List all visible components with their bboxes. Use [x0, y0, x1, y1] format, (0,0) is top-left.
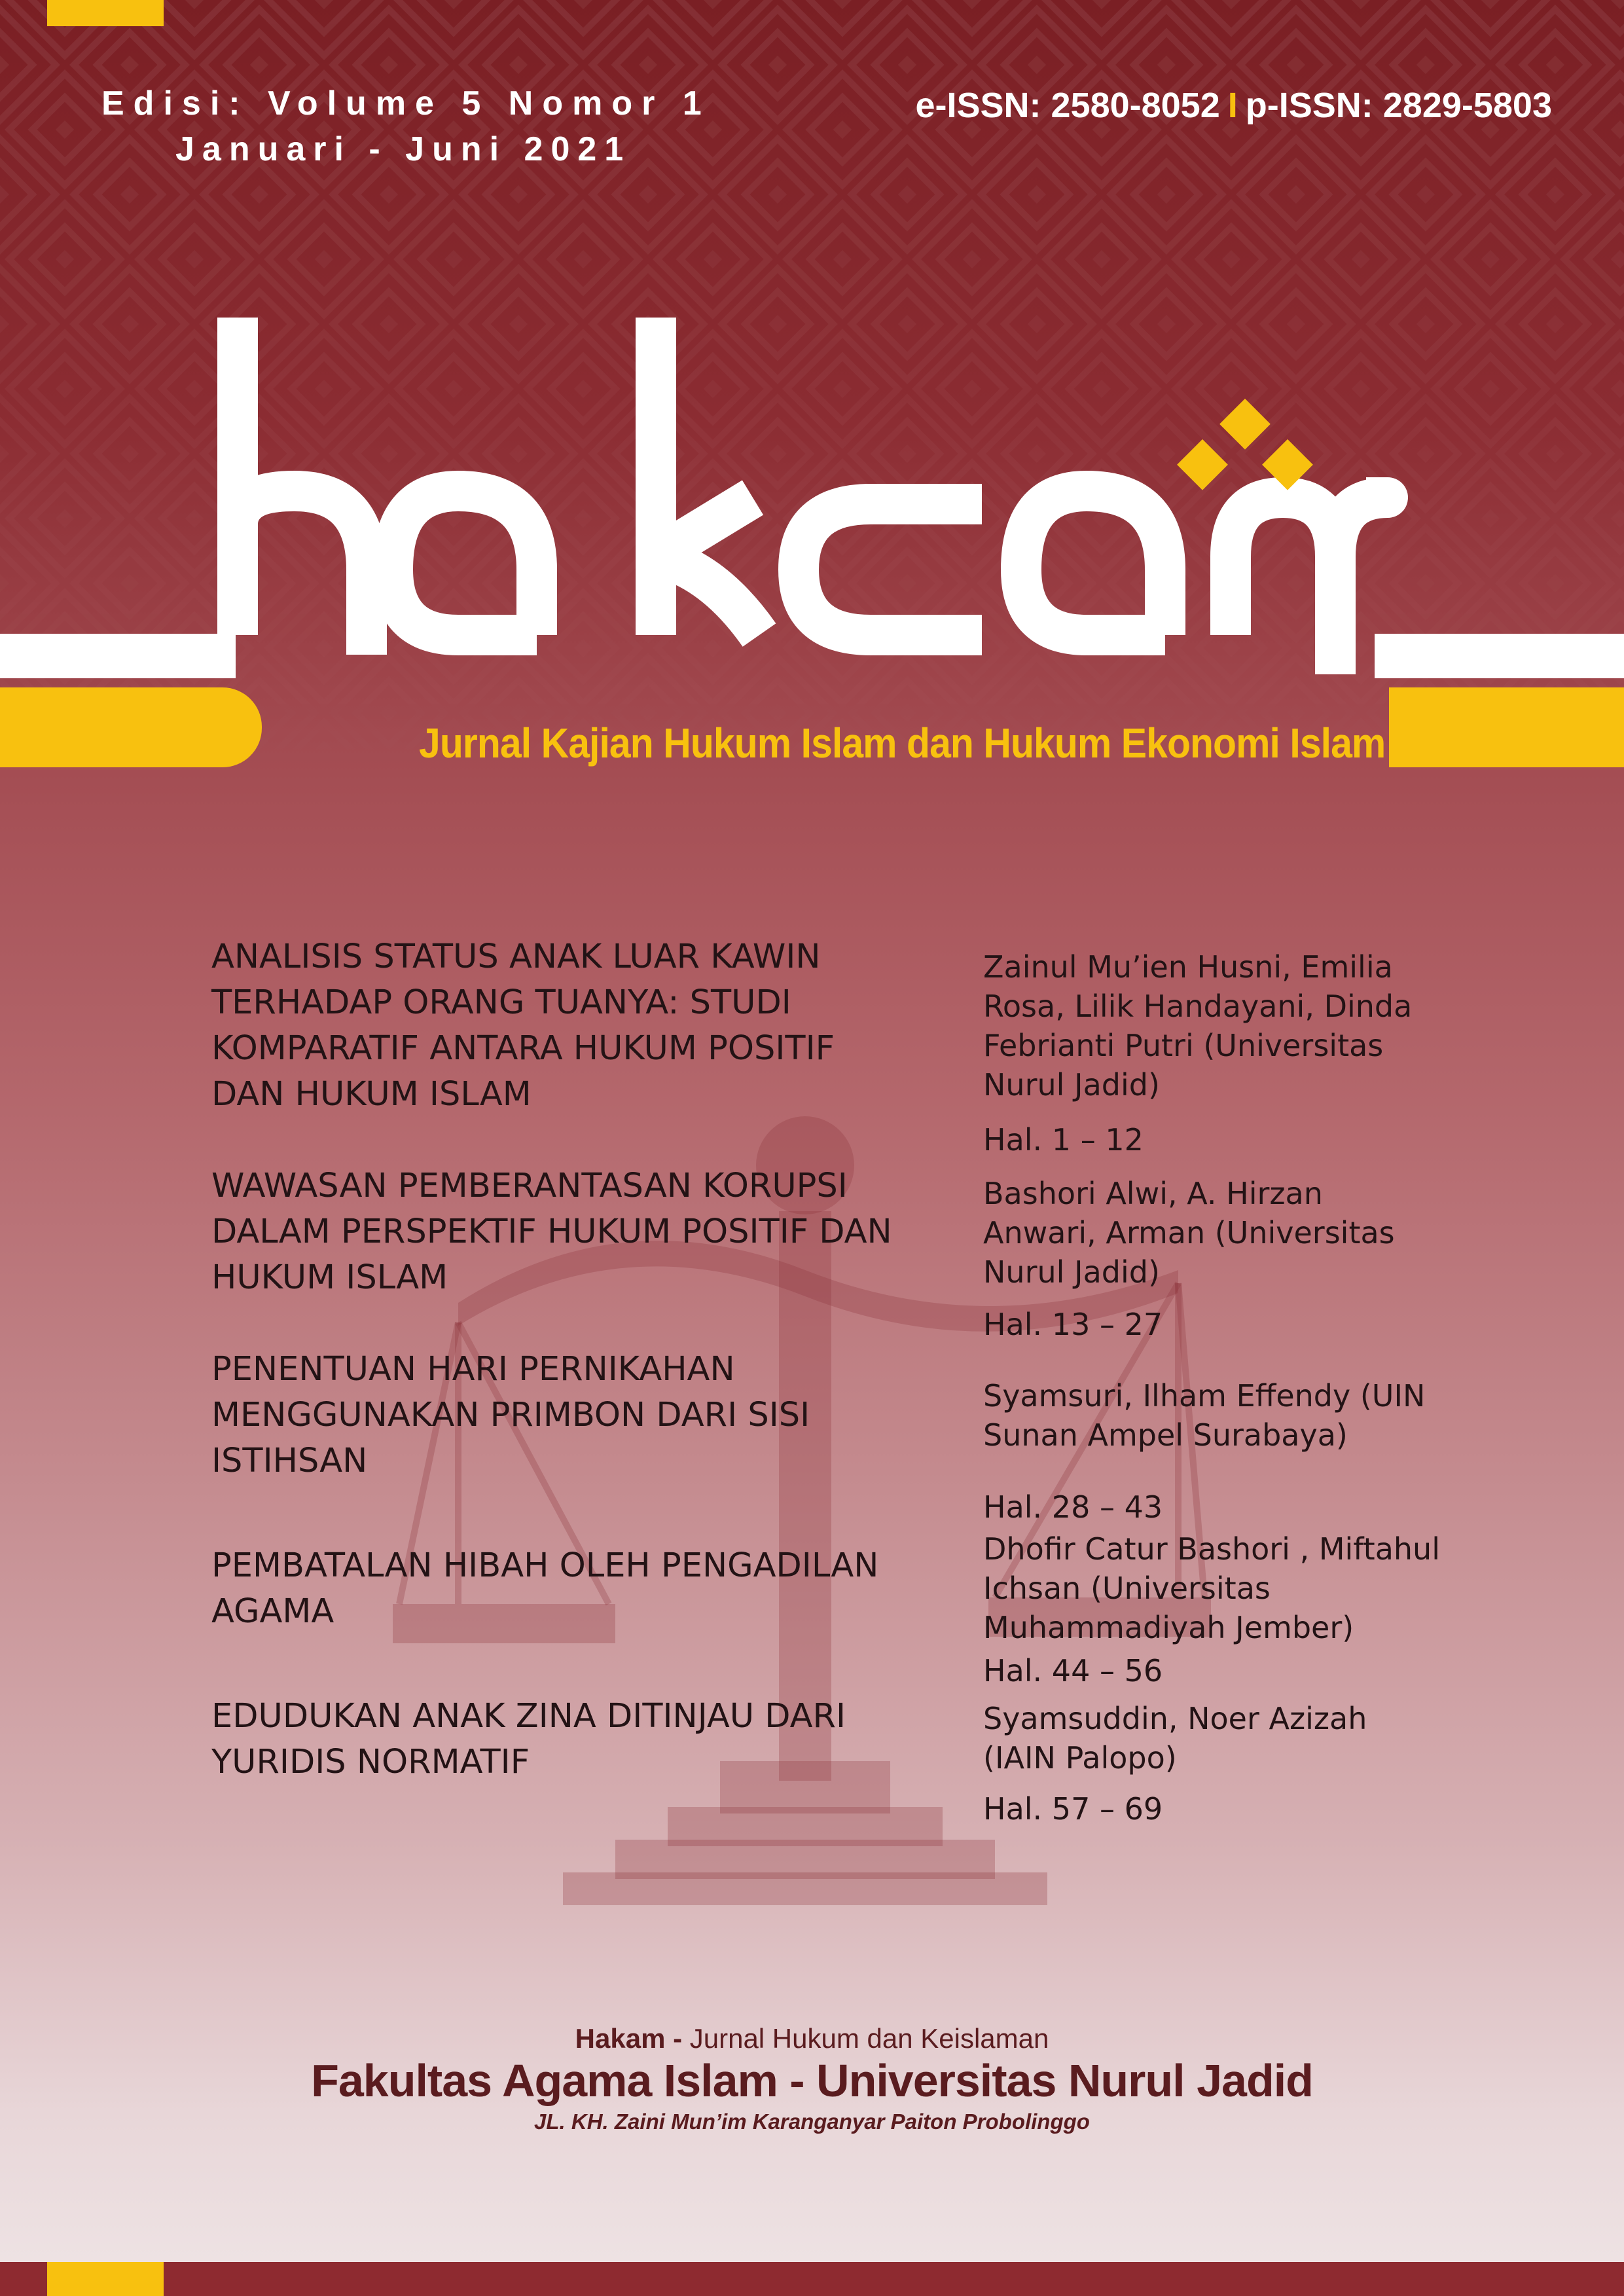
article-author: Zainul Mu’ien Husni, Emilia Rosa, Lilik Handayani, Dinda Febrianti Putri (Universitas Nurul Jadid) [983, 949, 1413, 1102]
article-title: WAWASAN PEMBERANTASAN KORUPSI DALAM PERSPEKTIF HUKUM POSITIF DAN HUKUM ISLAM [211, 1167, 892, 1297]
article-author: Syamsuddin, Noer Azizah (IAIN Palopo) [983, 1701, 1367, 1776]
footer-address: JL. KH. Zaini Mun’im Karanganyar Paiton Probolinggo [534, 2109, 1090, 2134]
footer-institution: Fakultas Agama Islam - Universitas Nurul Jadid [311, 2055, 1313, 2106]
footer-journal-desc: Jurnal Hukum dan Keislaman [689, 2023, 1049, 2054]
edition-label: Edisi: Volume 5 Nomor 1 [101, 84, 711, 122]
eissn: e-ISSN: 2580-8052 [915, 86, 1220, 125]
article-pages: Hal. 1 – 12 [983, 1122, 1144, 1157]
pissn: p-ISSN: 2829-5803 [1245, 86, 1552, 125]
article-author: Dhofir Catur Bashori , Miftahul Ichsan (Universitas Muhammadiyah Jember) [983, 1531, 1440, 1645]
bottom-corner-bar [47, 2262, 164, 2296]
article-title: EDUDUKAN ANAK ZINA DITINJAU DARI YURIDIS NORMATIF [211, 1697, 846, 1781]
footer-journal-line [0, 2023, 1624, 2054]
article-title: PEMBATALAN HIBAH OLEH PENGADILAN AGAMA [211, 1546, 879, 1631]
article-title: PENENTUAN HARI PERNIKAHAN MENGGUNAKAN PRIMBON DARI SISI ISTIHSAN [211, 1350, 810, 1480]
article-pages: Hal. 28 – 43 [983, 1489, 1163, 1525]
article-author: Bashori Alwi, A. Hirzan Anwari, Arman (Universitas Nurul Jadid) [983, 1176, 1395, 1290]
period-label: Januari - Juni 2021 [175, 130, 632, 168]
article-title: ANALISIS STATUS ANAK LUAR KAWIN TERHADAP ORANG TUANYA: STUDI KOMPARATIF ANTARA HUKUM POSITIF DAN HUKUM ISLAM [211, 938, 835, 1114]
journal-subtitle: Jurnal Kajian Hukum Islam dan Hukum Ekonomi Islam [419, 720, 1386, 767]
hakam-logo [0, 308, 1624, 779]
article-pages: Hal. 44 – 56 [983, 1653, 1163, 1688]
article-pages: Hal. 57 – 69 [983, 1791, 1163, 1827]
top-corner-bar [47, 0, 164, 26]
issn-separator: I [1227, 86, 1238, 125]
diamond-ornament-icon [1177, 399, 1313, 490]
footer-journal-name: Hakam - [575, 2023, 683, 2054]
article-author: Syamsuri, Ilham Effendy (UIN Sunan Ampel Surabaya) [983, 1378, 1426, 1453]
issn-label [915, 85, 1552, 126]
bottom-bar [0, 2262, 1624, 2296]
article-pages: Hal. 13 – 27 [983, 1307, 1163, 1342]
